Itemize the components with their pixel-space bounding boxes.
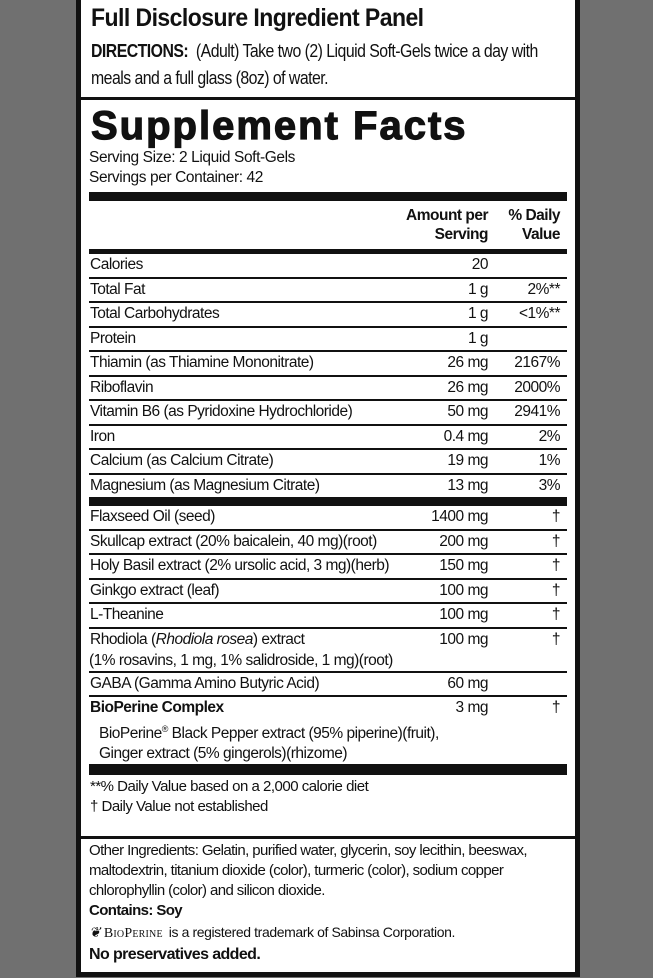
row-name: Calcium (as Calcium Citrate) xyxy=(90,452,274,469)
dv-header-2: Value xyxy=(522,226,560,243)
row-daily-value: 2% xyxy=(538,427,560,445)
row-name: Total Fat xyxy=(90,280,145,298)
divider-bar xyxy=(89,764,567,775)
table-row xyxy=(89,450,567,475)
row-name: Magnesium (as Magnesium Citrate) xyxy=(90,476,320,494)
table-row xyxy=(89,303,567,328)
table-row xyxy=(89,377,567,402)
row-amount: 100 mg xyxy=(439,630,488,648)
row-sub: BioPerine® Black Pepper extract (95% piperine)(fruit), xyxy=(99,724,439,743)
table-row xyxy=(89,254,567,279)
footnote: **% Daily Value based on a 2,000 calorie diet xyxy=(90,778,369,796)
row-daily-value: 1% xyxy=(538,452,560,469)
directions-section xyxy=(81,0,575,100)
row-amount: 60 mg xyxy=(447,674,488,692)
row-name: Protein xyxy=(90,329,136,347)
directions-label: DIRECTIONS: xyxy=(91,41,189,61)
divider-bar xyxy=(89,497,567,506)
other-ingredients: Other Ingredients: Gelatin, purified water, glycerin, soy lecithin, beeswax, maltodextrin, titanium dioxide (color), turmeric (color), sodium copper chlorophyllin (color) and silicon dioxide. xyxy=(89,842,527,899)
row-amount: 1 g xyxy=(467,329,488,347)
row-name: Iron xyxy=(90,427,115,445)
row-daily-value: 2000% xyxy=(514,378,560,396)
row-name: Flaxseed Oil (seed) xyxy=(90,508,215,525)
row-amount: 20 xyxy=(471,256,488,273)
row-daily-value: † xyxy=(551,699,560,716)
row-name: Total Carbohydrates xyxy=(90,305,220,322)
nutrients-table xyxy=(89,254,567,497)
directions xyxy=(91,38,549,92)
panel-title: Full Disclosure Ingredient Panel xyxy=(91,4,424,32)
table-row xyxy=(89,580,567,605)
no-preservatives: No preservatives added. xyxy=(89,946,261,963)
table-row xyxy=(89,279,567,304)
row-name: Thiamin (as Thiamine Mononitrate) xyxy=(90,354,314,371)
row-name: Riboflavin xyxy=(90,378,154,396)
trademark-text: is a registered trademark of Sabinsa Corporation. xyxy=(168,924,455,940)
other-ingredients-section xyxy=(89,841,569,965)
row-name: L-Theanine xyxy=(90,606,164,623)
row-daily-value: 2167% xyxy=(514,354,560,371)
bioperine-logo: BioPerine xyxy=(103,926,163,941)
table-row xyxy=(89,531,567,556)
divider-bar xyxy=(89,192,567,201)
table-row xyxy=(89,426,567,451)
row-name: Rhodiola (Rhodiola rosea) extract xyxy=(90,630,305,648)
servings-per-container: Servings per Container: 42 xyxy=(89,169,263,186)
table-row xyxy=(89,673,567,698)
row-amount: 19 mg xyxy=(447,452,488,469)
table-row xyxy=(89,401,567,426)
row-name: Calories xyxy=(90,256,143,273)
amount-header-2: Serving xyxy=(434,226,488,243)
table-row xyxy=(89,506,567,531)
row-amount: 26 mg xyxy=(447,378,488,396)
table-row xyxy=(89,555,567,580)
table-row xyxy=(89,604,567,629)
table-row xyxy=(89,475,567,498)
ingredients-table xyxy=(89,506,567,764)
row-name: Ginkgo extract (leaf) xyxy=(90,581,220,599)
directions-text: (Adult) Take two (2) Liquid Soft-Gels twice a day with meals and a full glass (8oz) of water. xyxy=(91,41,538,88)
row-name: Skullcap extract (20% baicalein, 40 mg)(root) xyxy=(90,532,377,550)
row-amount: 50 mg xyxy=(447,403,488,420)
row-name: Holy Basil extract (2% ursolic acid, 3 mg)(herb) xyxy=(90,557,390,574)
row-name: Vitamin B6 (as Pyridoxine Hydrochloride) xyxy=(90,403,353,420)
table-row xyxy=(89,629,567,673)
row-daily-value: † xyxy=(551,508,560,525)
allergen-statement: Contains: Soy xyxy=(89,902,183,919)
row-daily-value: 2%** xyxy=(527,280,560,298)
row-daily-value: † xyxy=(551,606,560,623)
row-daily-value: † xyxy=(551,532,560,550)
row-daily-value: † xyxy=(551,557,560,574)
row-sub: Ginger extract (5% gingerols)(rhizome) xyxy=(99,745,348,763)
row-name: BioPerine Complex xyxy=(90,699,224,716)
row-amount: 1 g xyxy=(467,280,488,298)
row-daily-value: 3% xyxy=(538,476,560,494)
table-row xyxy=(89,697,567,764)
row-amount: 13 mg xyxy=(447,476,488,494)
trademark-note xyxy=(89,921,569,945)
row-amount: 0.4 mg xyxy=(443,427,488,445)
leaf-icon: ❦ xyxy=(89,924,101,940)
ingredient-panel xyxy=(76,0,580,977)
row-daily-value: † xyxy=(551,581,560,599)
footnotes xyxy=(89,775,567,821)
row-amount: 150 mg xyxy=(439,557,488,574)
row-daily-value: 2941% xyxy=(514,403,560,420)
footnote: † Daily Value not established xyxy=(90,798,268,816)
row-daily-value: † xyxy=(551,630,560,648)
divider-line xyxy=(81,836,575,839)
row-amount: 3 mg xyxy=(455,699,488,716)
supplement-facts xyxy=(89,104,567,821)
row-amount: 200 mg xyxy=(439,532,488,550)
row-sub: (1% rosavins, 1 mg, 1% salidroside, 1 mg)(root) xyxy=(89,651,393,669)
serving-size: Serving Size: 2 Liquid Soft-Gels xyxy=(89,149,296,166)
row-name: GABA (Gamma Amino Butyric Acid) xyxy=(90,674,320,692)
dv-header: % Daily xyxy=(508,207,560,224)
row-amount: 26 mg xyxy=(447,354,488,371)
table-row xyxy=(89,352,567,377)
row-amount: 100 mg xyxy=(439,581,488,599)
row-daily-value: <1%** xyxy=(518,305,560,322)
row-amount: 100 mg xyxy=(439,606,488,623)
facts-title: Supplement Facts xyxy=(91,104,468,148)
amount-header: Amount per xyxy=(406,207,488,224)
table-row xyxy=(89,328,567,353)
column-header xyxy=(89,201,567,249)
row-amount: 1 g xyxy=(467,305,488,322)
row-amount: 1400 mg xyxy=(431,508,488,525)
